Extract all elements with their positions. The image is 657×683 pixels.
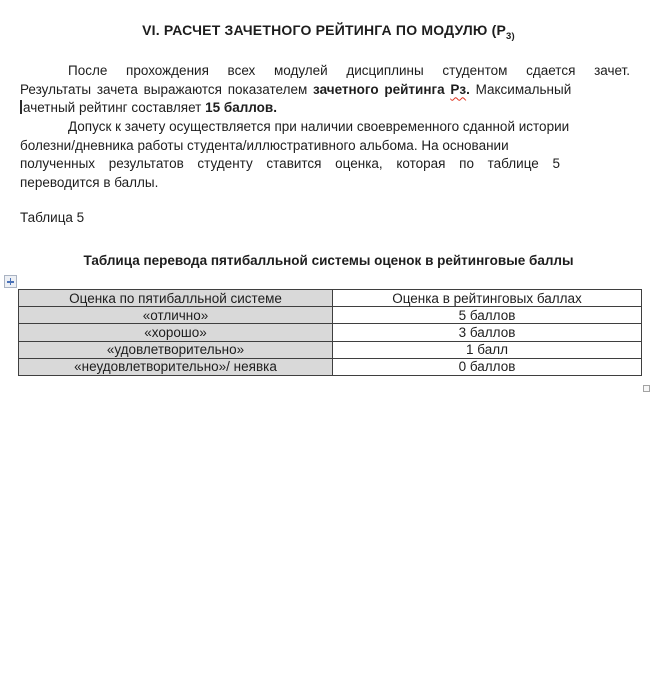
misspelled-word: Рз <box>450 81 467 97</box>
table-cell-points[interactable]: 0 баллов <box>333 358 642 375</box>
bold-text-segment: . <box>273 100 277 116</box>
paragraph1-line1[interactable]: После прохождения всех модулей дисциплины студентом сдается зачет. <box>68 63 630 78</box>
bold-text-segment: 15 баллов <box>205 100 274 116</box>
table-cell-grade[interactable]: «неудовлетворительно»/ неявка <box>19 358 333 375</box>
bold-text-segment: зачетного рейтинга <box>313 81 451 97</box>
paragraph2-line2[interactable]: болезни/дневника работы студента/иллюстративного альбома. На основании <box>20 137 509 153</box>
table-row <box>19 358 642 375</box>
page-title[interactable] <box>0 22 657 42</box>
paragraph1-line2[interactable] <box>20 81 642 100</box>
title-text: VI. РАСЧЕТ ЗАЧЕТНОГО РЕЙТИНГА ПО МОДУЛЮ (Р <box>142 22 507 38</box>
table-row <box>19 341 642 358</box>
text-cursor-icon <box>20 100 22 114</box>
table-caption[interactable]: Таблица перевода пятибалльной системы оценок в рейтинговые баллы <box>83 253 574 268</box>
bold-text-segment: . <box>466 81 470 97</box>
table-cell-grade[interactable]: «хорошо» <box>19 324 333 341</box>
table-header-cell[interactable]: Оценка в рейтинговых баллах <box>333 290 642 307</box>
table-row <box>19 307 642 324</box>
table-row <box>19 324 642 341</box>
paragraph2-line1[interactable]: Допуск к зачету осуществляется при наличии своевременного сданной истории <box>68 119 570 135</box>
table-header-cell[interactable]: Оценка по пятибалльной системе <box>19 290 333 307</box>
table-cell-grade[interactable]: «удовлетворительно» <box>19 341 333 358</box>
plus-icon-vertical-bar <box>10 278 12 285</box>
paragraph2-line4[interactable]: переводится в баллы. <box>20 175 159 191</box>
table-number-label[interactable]: Таблица 5 <box>20 210 85 225</box>
table-cell-points[interactable]: 1 балл <box>333 341 642 358</box>
table-resize-handle-icon[interactable] <box>643 385 650 392</box>
table-cell-grade[interactable]: «отлично» <box>19 307 333 324</box>
table-cell-points[interactable]: 5 баллов <box>333 307 642 324</box>
rating-conversion-table <box>18 289 642 376</box>
paragraph2-line3[interactable]: полученных результатов студенту ставится оценка, которая по таблице 5 <box>20 156 560 172</box>
table-move-handle-icon[interactable] <box>4 275 17 288</box>
text-segment: Результаты зачета выражаются показателем <box>20 81 314 97</box>
paragraph1-line3[interactable] <box>20 99 642 118</box>
document-body <box>20 62 642 193</box>
table-header-row <box>19 290 642 307</box>
table-cell-points[interactable]: 3 баллов <box>333 324 642 341</box>
text-segment: ачетный рейтинг составляет <box>23 100 206 116</box>
text-segment: Максимальный <box>469 81 572 97</box>
title-subscript: 3) <box>506 30 515 42</box>
